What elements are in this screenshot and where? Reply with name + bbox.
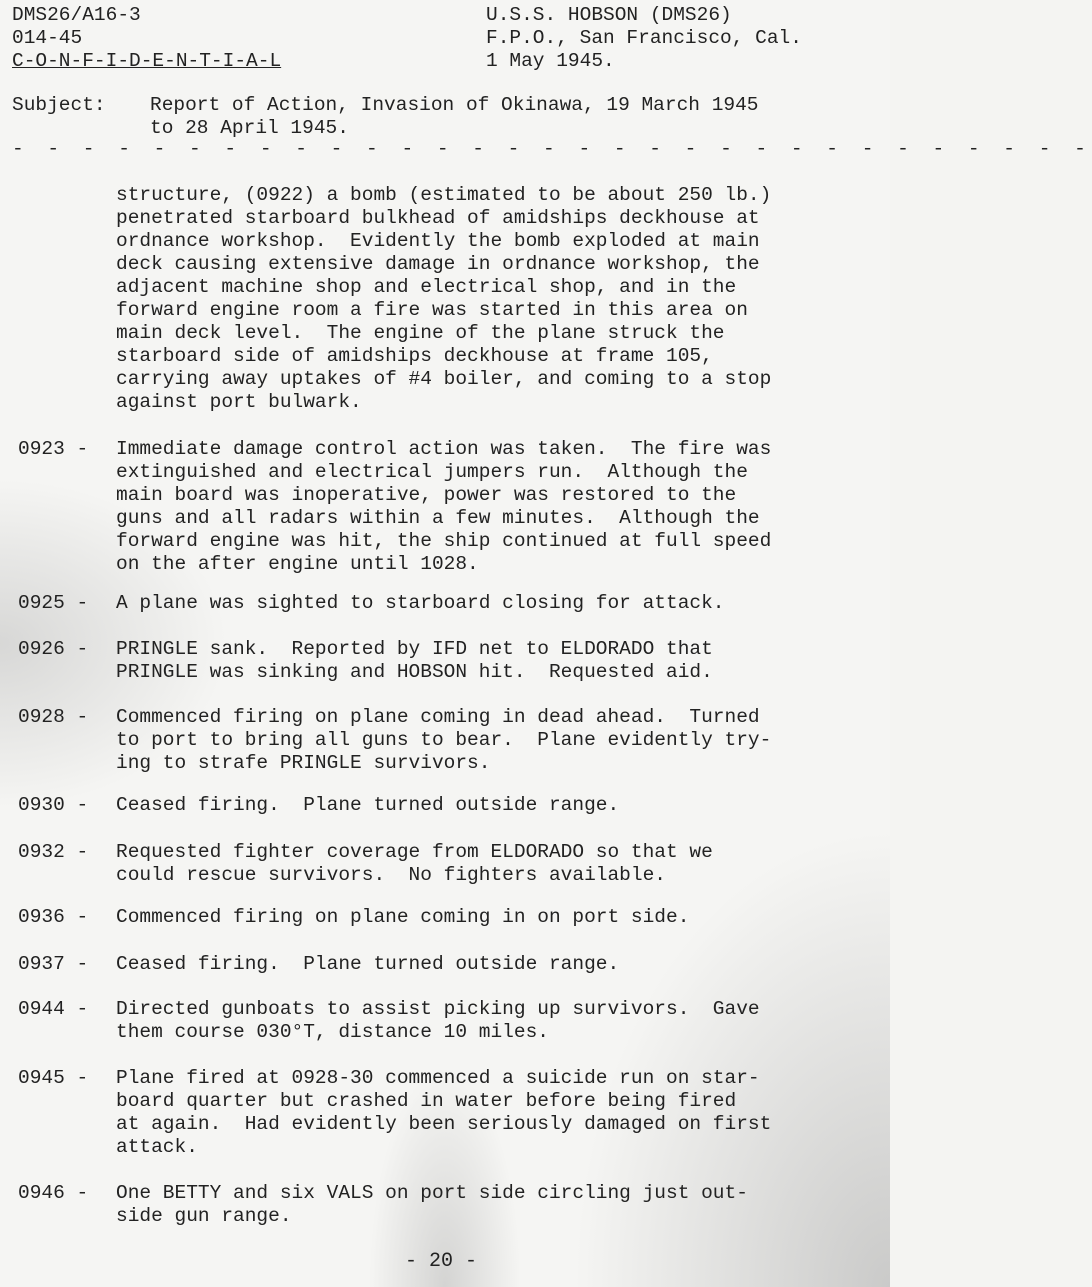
entry-text: Plane fired at 0928-30 commenced a suicide run on star- board quarter but crashed in water before being fired at again. Had evidently been seriously damaged on first attack. [116, 1067, 772, 1158]
report-date: 1 May 1945. [486, 50, 615, 72]
entry-text: PRINGLE sank. Reported by IFD net to ELDORADO that PRINGLE was sinking and HOBSON hit. Requested aid. [116, 638, 713, 683]
serial-number: 014-45 [12, 27, 83, 49]
entry-text: A plane was sighted to starboard closing for attack. [116, 592, 725, 614]
address: F.P.O., San Francisco, Cal. [486, 27, 802, 49]
subject-text: Report of Action, Invasion of Okinawa, 19 March 1945 to 28 April 1945. [150, 94, 759, 139]
classification: C-O-N-F-I-D-E-N-T-I-A-L [12, 50, 282, 72]
entry-time: 0945 - [18, 1067, 89, 1089]
entry-text: One BETTY and six VALS on port side circling just out- side gun range. [116, 1182, 748, 1227]
entry-time: 0930 - [18, 794, 89, 816]
entry-time: 0944 - [18, 998, 89, 1020]
file-reference: DMS26/A16-3 [12, 4, 141, 26]
ship-name: U.S.S. HOBSON (DMS26) [486, 4, 732, 26]
entry-text: Commenced firing on plane coming in dead ahead. Turned to port to bring all guns to bear. Plane evidently try- ing to strafe PRINGLE survivors. [116, 706, 772, 774]
entry-text: Requested fighter coverage from ELDORADO so that we could rescue survivors. No fighters available. [116, 841, 713, 886]
entry-time: 0932 - [18, 841, 89, 863]
entry-text: Ceased firing. Plane turned outside range. [116, 794, 620, 816]
header-right [486, 4, 802, 73]
continuation-paragraph: structure, (0922) a bomb (estimated to be about 250 lb.) penetrated starboard bulkhead of amidships deckhouse at ordnance workshop. Evidently the bomb exploded at main deck causing extensive damage in ordnance workshop, the adjacent machine shop and electrical shop, and in the forward engine room a fire was started in this area on main deck level. The engine of the plane struck the starboard side of amidships deckhouse at frame 105, carrying away uptakes of #4 boiler, and coming to a stop against port bulwark. [116, 184, 772, 413]
entry-time: 0946 - [18, 1182, 89, 1204]
entry-time: 0923 - [18, 438, 89, 460]
entry-time: 0936 - [18, 906, 89, 928]
entry-text: Directed gunboats to assist picking up survivors. Gave them course 030°T, distance 10 miles. [116, 998, 760, 1043]
separator-line: - - - - - - - - - - - - - - - - - - - - - - - - - - - - - - - [12, 138, 1092, 160]
entry-time: 0926 - [18, 638, 89, 660]
page-number: - 20 - [405, 1250, 478, 1273]
entry-time: 0937 - [18, 953, 89, 975]
entry-time: 0928 - [18, 706, 89, 728]
header-left [12, 4, 281, 73]
entry-time: 0925 - [18, 592, 89, 614]
entry-text: Commenced firing on plane coming in on port side. [116, 906, 690, 928]
subject-label: Subject: [12, 94, 106, 116]
entry-text: Immediate damage control action was taken. The fire was extinguished and electrical jumpers run. Although the main board was inoperative, power was restored to the guns and all radars within a few minutes. Although the forward engine was hit, the ship continued at full speed on the after engine until 1028. [116, 438, 772, 575]
entry-text: Ceased firing. Plane turned outside range. [116, 953, 620, 975]
